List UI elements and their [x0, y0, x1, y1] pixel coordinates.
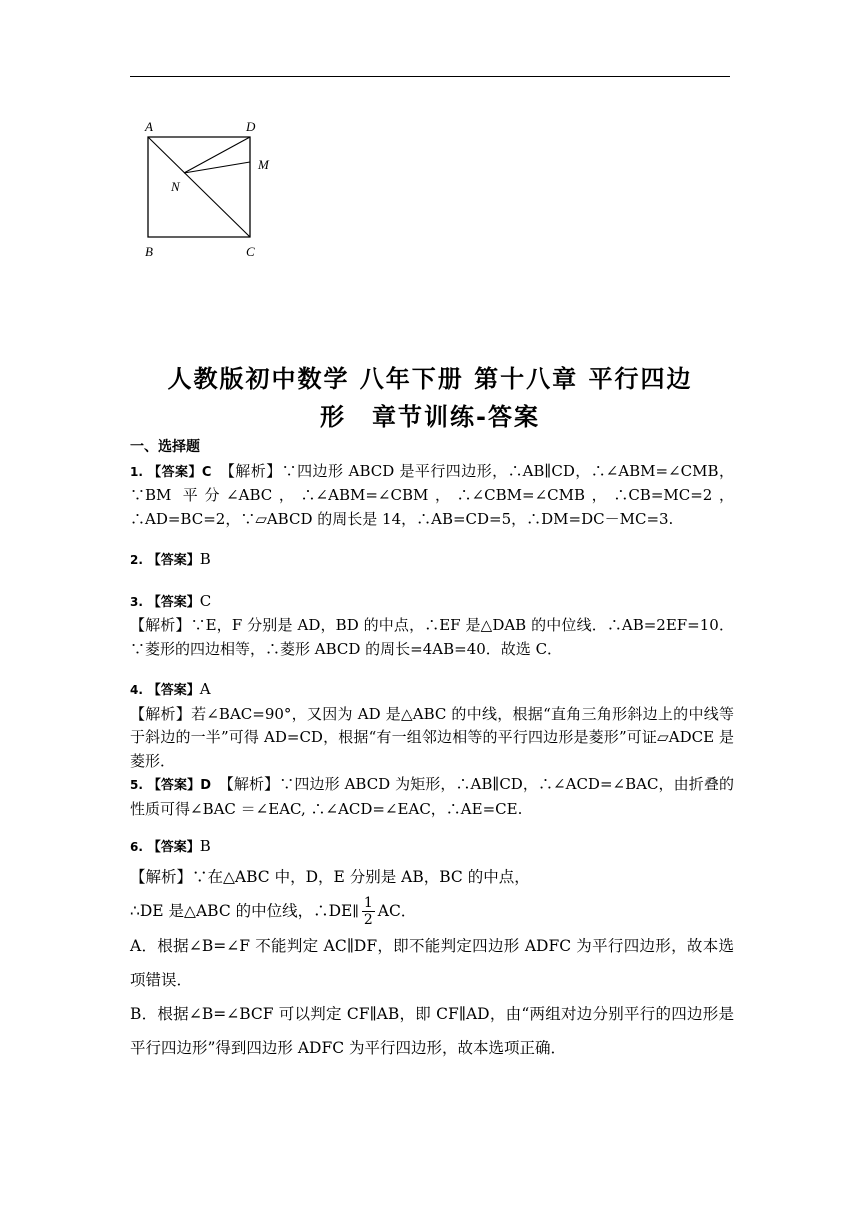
q6-line-1: 【解析】∵在△ABC 中，D，E 分别是 AB，BC 的中点，: [130, 867, 530, 886]
parallel-equal-symbol: ∥: [352, 903, 359, 920]
q6-line-2: [130, 894, 734, 929]
label-b: B: [145, 244, 153, 259]
section-heading: 一、选择题: [130, 439, 200, 455]
q5-answer: D: [200, 778, 212, 793]
q3-answer: C: [199, 591, 212, 610]
q2-number: 2.: [130, 553, 143, 567]
q6-option-b: B．根据∠B=∠BCF 可以判定 CF∥AB，即 CF∥AD，由“两组对边分别平行的四边形是平行四边形”得到四边形 ADFC 为平行四边形，故本选项正确．: [130, 1004, 734, 1057]
title-line-1: 人教版初中数学 八年下册 第十八章 平行四边: [167, 365, 693, 393]
fraction-numerator: 1: [363, 895, 373, 911]
header-rule: [130, 76, 730, 77]
question-1: [130, 460, 734, 532]
fraction-denominator: 2: [363, 912, 373, 928]
question-5: [130, 773, 734, 821]
q2-answer: B: [199, 550, 211, 568]
q3-number: 3.: [130, 594, 143, 609]
q4-explanation: 【解析】若∠BAC=90°，又因为 AD 是△ABC 的中线，根据“直角三角形斜边上的中线等于斜边的一半”可得 AD=CD，根据“有一组邻边相等的平行四边形是菱形”可证▱ADCE 是菱形．: [130, 704, 734, 770]
q1-answer: C: [201, 464, 212, 480]
q6-answer-tag: 【答案】: [147, 840, 200, 855]
square-diagram: [138, 116, 278, 266]
q5-answer-tag: 【答案】: [147, 778, 201, 793]
q4-answer: A: [199, 680, 211, 698]
answer-content: [130, 436, 734, 1065]
question-2: [130, 548, 734, 573]
q6-answer: B: [199, 837, 211, 855]
geometry-figure: [138, 116, 278, 266]
label-a: A: [145, 119, 153, 134]
q6-line-2-start: ∴DE 是△ABC 的中位线，∴DE: [130, 901, 353, 920]
q6-line-2-end: AC．: [377, 901, 417, 920]
q2-answer-tag: 【答案】: [147, 553, 200, 568]
label-m: M: [258, 157, 269, 172]
label-n: N: [171, 179, 180, 194]
q6-number: 6.: [130, 840, 143, 854]
one-half-fraction: [362, 895, 375, 928]
q3-answer-tag: 【答案】: [147, 594, 200, 610]
q6-option-a: A．根据∠B=∠F 不能判定 AC∥DF，即不能判定四边形 ADFC 为平行四边形，故本选项错误．: [130, 936, 734, 989]
q4-number: 4.: [130, 683, 143, 697]
q1-explanation: 【解析】∵四边形 ABCD 是平行四边形，∴AB∥CD，∴∠ABM=∠CMB，∵BM 平分∠ABC，∴∠ABM=∠CBM，∴∠CBM=∠CMB，∴CB=MC=2，∴AD=BC=2，∵▱ABCD 的周长是 14，∴AB=CD=5，∴DM=DC－MC=3.: [130, 461, 734, 528]
diagonal-ac: [148, 137, 250, 237]
q4-answer-tag: 【答案】: [147, 683, 200, 698]
title-line-2: 形 章节训练-答案: [320, 403, 540, 431]
q1-answer-tag: 【答案】: [148, 464, 202, 480]
q5-number: 5.: [130, 778, 143, 792]
label-c: C: [246, 244, 255, 259]
q5-explanation: 【解析】∵四边形 ABCD 为矩形，∴AB∥CD，∴∠ACD=∠BAC，由折叠的性质可得∠BAC ＝∠EAC, ∴∠ACD=∠EAC，∴AE=CE.: [130, 775, 734, 818]
question-4: [130, 678, 734, 773]
page-title: [120, 360, 740, 436]
q3-explanation: 【解析】∵E，F 分别是 AD，BD 的中点，∴EF 是△DAB 的中位线．∴AB=2EF=10．∵菱形的四边相等，∴菱形 ABCD 的周长=4AB=40．故选 C．: [130, 616, 734, 658]
question-3: [130, 590, 734, 662]
question-6: [130, 835, 734, 860]
label-d: D: [246, 119, 256, 134]
q1-number: 1.: [130, 464, 143, 479]
